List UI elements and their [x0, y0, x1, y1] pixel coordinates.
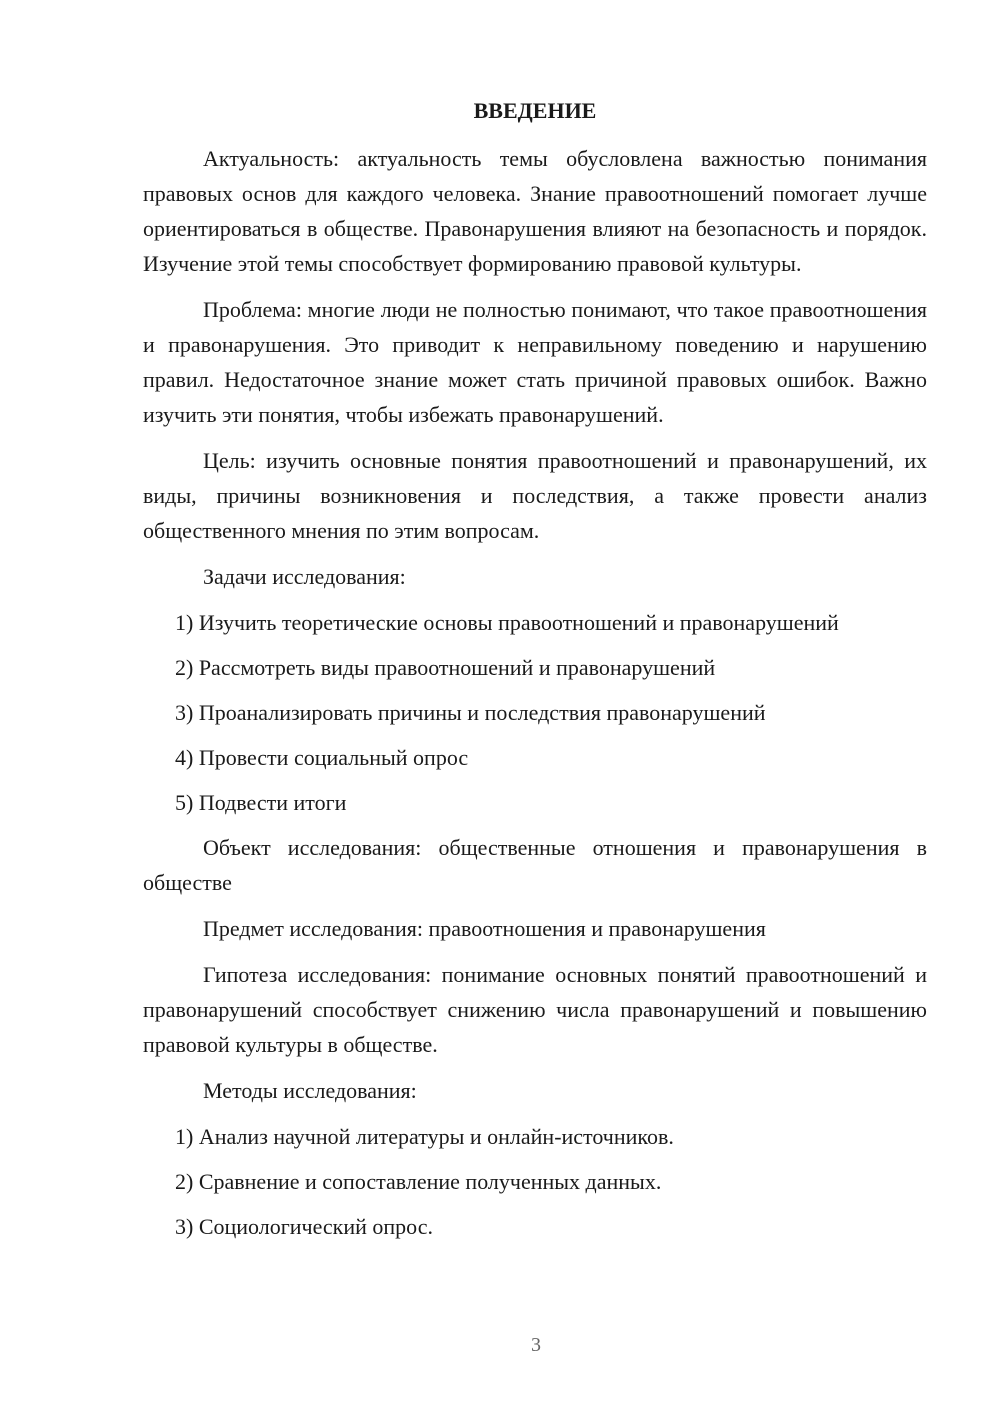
goal-paragraph: Цель: изучить основные понятия правоотношений и правонарушений, их виды, причины возникновения и последствия, а также провести анализ общественного мнения по этим вопросам.: [143, 448, 927, 543]
page-number: 3: [531, 1334, 541, 1356]
problem-paragraph: Проблема: многие люди не полностью понимают, что такое правоотношения и правонарушения. Это приводит к неправильному поведению и нарушению правил. Недостаточное знание может стать причиной правовых ошибок. Важно изучить эти понятия, чтобы избежать правонарушений.: [143, 297, 927, 427]
task-item: 3) Проанализировать причины и последствия правонарушений: [175, 700, 766, 725]
object-paragraph: Объект исследования: общественные отношения и правонарушения в обществе: [143, 835, 927, 895]
relevance-paragraph: Актуальность: актуальность темы обусловлена важностью понимания правовых основ для каждого человека. Знание правоотношений помогает лучше ориентироваться в обществе. Правонарушения влияют на безопасность и порядок. Изучение этой темы способствует формированию правовой культуры.: [143, 146, 927, 276]
task-item: 5) Подвести итоги: [175, 790, 347, 815]
tasks-list: [143, 605, 927, 820]
hypothesis-paragraph: Гипотеза исследования: понимание основных понятий правоотношений и правонарушений способствует снижению числа правонарушений и повышению правовой культуры в обществе.: [143, 962, 927, 1057]
section-title: ВВЕДЕНИЕ: [473, 98, 597, 123]
methods-list: [143, 1119, 927, 1244]
method-item: 2) Сравнение и сопоставление полученных данных.: [175, 1169, 662, 1194]
task-item: 1) Изучить теоретические основы правоотношений и правонарушений: [175, 610, 839, 635]
method-item: 1) Анализ научной литературы и онлайн-источников.: [175, 1124, 674, 1149]
tasks-heading: Задачи исследования:: [203, 564, 406, 589]
task-item: 2) Рассмотреть виды правоотношений и правонарушений: [175, 655, 716, 680]
methods-heading: Методы исследования:: [203, 1078, 417, 1103]
task-item: 4) Провести социальный опрос: [175, 745, 469, 770]
subject-paragraph: Предмет исследования: правоотношения и правонарушения: [203, 916, 766, 941]
method-item: 3) Социологический опрос.: [175, 1214, 433, 1239]
document-page: [143, 95, 927, 1254]
